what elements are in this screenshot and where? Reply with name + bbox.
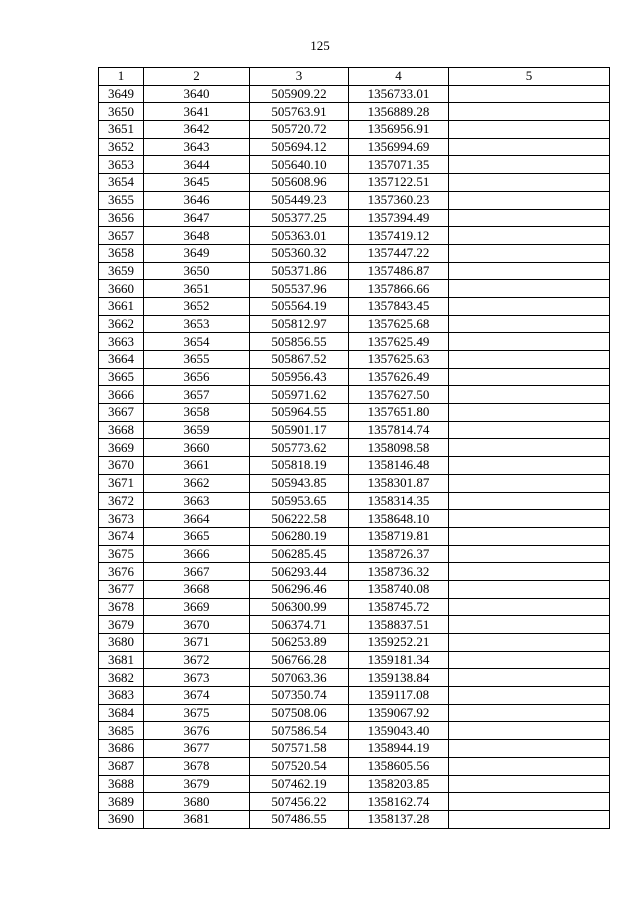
table-cell-col-2: 3677: [144, 740, 250, 758]
table-cell-col-4: 1357394.49: [349, 209, 449, 227]
table-cell-col-4: 1358146.48: [349, 457, 449, 475]
table-cell-col-4: 1357122.51: [349, 174, 449, 192]
table-row: [99, 669, 610, 687]
table-row: [99, 404, 610, 422]
table-cell-col-1: 3680: [99, 634, 144, 652]
table-cell-col-4: 1358736.32: [349, 563, 449, 581]
table-cell-col-2: 3651: [144, 280, 250, 298]
table-cell-col-5: [449, 280, 610, 298]
table-cell-col-2: 3653: [144, 315, 250, 333]
table-cell-col-2: 3665: [144, 527, 250, 545]
table-cell-col-4: 1357625.63: [349, 351, 449, 369]
table-cell-col-1: 3656: [99, 209, 144, 227]
column-header-5: 5: [449, 68, 610, 86]
table-cell-col-1: 3661: [99, 297, 144, 315]
table-cell-col-4: 1357866.66: [349, 280, 449, 298]
table-cell-col-5: [449, 634, 610, 652]
table-cell-col-1: 3668: [99, 421, 144, 439]
table-cell-col-2: 3647: [144, 209, 250, 227]
table-cell-col-4: 1356994.69: [349, 138, 449, 156]
table-cell-col-2: 3679: [144, 775, 250, 793]
table-row: [99, 793, 610, 811]
table-cell-col-4: 1358137.28: [349, 810, 449, 828]
table-cell-col-5: [449, 740, 610, 758]
column-header-3: 3: [250, 68, 349, 86]
table-cell-col-2: 3681: [144, 810, 250, 828]
table-cell-col-5: [449, 457, 610, 475]
table-row: [99, 527, 610, 545]
table-row: [99, 138, 610, 156]
table-cell-col-1: 3663: [99, 333, 144, 351]
table-cell-col-2: 3649: [144, 244, 250, 262]
column-header-4: 4: [349, 68, 449, 86]
table-cell-col-4: 1359252.21: [349, 634, 449, 652]
table-cell-col-1: 3666: [99, 386, 144, 404]
table-row: [99, 474, 610, 492]
table-row: [99, 209, 610, 227]
column-header-2: 2: [144, 68, 250, 86]
table-cell-col-3: 507571.58: [250, 740, 349, 758]
table-cell-col-3: 507508.06: [250, 704, 349, 722]
table-cell-col-3: 506374.71: [250, 616, 349, 634]
table-cell-col-5: [449, 704, 610, 722]
table-cell-col-5: [449, 421, 610, 439]
table-cell-col-4: 1358726.37: [349, 545, 449, 563]
table-cell-col-4: 1357486.87: [349, 262, 449, 280]
table-cell-col-4: 1357360.23: [349, 191, 449, 209]
table-row: [99, 174, 610, 192]
table-cell-col-3: 505773.62: [250, 439, 349, 457]
table-cell-col-4: 1358301.87: [349, 474, 449, 492]
table-cell-col-3: 505971.62: [250, 386, 349, 404]
table-cell-col-1: 3652: [99, 138, 144, 156]
table-cell-col-1: 3679: [99, 616, 144, 634]
table-cell-col-1: 3662: [99, 315, 144, 333]
table-cell-col-3: 506280.19: [250, 527, 349, 545]
table-cell-col-4: 1358740.08: [349, 580, 449, 598]
table-cell-col-4: 1357071.35: [349, 156, 449, 174]
table-cell-col-4: 1359181.34: [349, 651, 449, 669]
table-cell-col-2: 3669: [144, 598, 250, 616]
table-cell-col-3: 505640.10: [250, 156, 349, 174]
table-cell-col-3: 506253.89: [250, 634, 349, 652]
table-cell-col-3: 505694.12: [250, 138, 349, 156]
page-number: 125: [310, 38, 330, 53]
table-cell-col-1: 3682: [99, 669, 144, 687]
table-cell-col-2: 3662: [144, 474, 250, 492]
table-cell-col-4: 1358648.10: [349, 510, 449, 528]
table-row: [99, 156, 610, 174]
table-row: [99, 722, 610, 740]
table-cell-col-3: 506222.58: [250, 510, 349, 528]
table-cell-col-5: [449, 510, 610, 528]
table-cell-col-2: 3648: [144, 227, 250, 245]
table-cell-col-3: 505537.96: [250, 280, 349, 298]
table-cell-col-3: 505867.52: [250, 351, 349, 369]
table-cell-col-2: 3664: [144, 510, 250, 528]
table-row: [99, 510, 610, 528]
table-cell-col-2: 3644: [144, 156, 250, 174]
table-cell-col-5: [449, 722, 610, 740]
table-cell-col-1: 3687: [99, 757, 144, 775]
table-cell-col-5: [449, 227, 610, 245]
table-cell-col-4: 1359117.08: [349, 687, 449, 705]
table-row: [99, 545, 610, 563]
table-cell-col-1: 3655: [99, 191, 144, 209]
table-cell-col-2: 3656: [144, 368, 250, 386]
table-row: [99, 634, 610, 652]
table-cell-col-4: 1357627.50: [349, 386, 449, 404]
table-cell-col-5: [449, 103, 610, 121]
table-cell-col-1: 3675: [99, 545, 144, 563]
table-cell-col-3: 505909.22: [250, 85, 349, 103]
table-cell-col-4: 1358719.81: [349, 527, 449, 545]
table-cell-col-3: 507462.19: [250, 775, 349, 793]
table-cell-col-1: 3688: [99, 775, 144, 793]
table-row: [99, 421, 610, 439]
table-cell-col-1: 3658: [99, 244, 144, 262]
table-cell-col-2: 3675: [144, 704, 250, 722]
table-row: [99, 616, 610, 634]
table-cell-col-2: 3641: [144, 103, 250, 121]
table-row: [99, 598, 610, 616]
table-cell-col-1: 3684: [99, 704, 144, 722]
table-cell-col-3: 506285.45: [250, 545, 349, 563]
table-cell-col-1: 3665: [99, 368, 144, 386]
table-cell-col-5: [449, 775, 610, 793]
table-cell-col-4: 1358745.72: [349, 598, 449, 616]
table-cell-col-2: 3670: [144, 616, 250, 634]
table-cell-col-3: 505943.85: [250, 474, 349, 492]
table-cell-col-3: 507350.74: [250, 687, 349, 705]
table-cell-col-5: [449, 439, 610, 457]
table-row: [99, 244, 610, 262]
table-cell-col-1: 3651: [99, 121, 144, 139]
table-cell-col-5: [449, 580, 610, 598]
table-cell-col-3: 507456.22: [250, 793, 349, 811]
table-cell-col-1: 3664: [99, 351, 144, 369]
table-cell-col-5: [449, 563, 610, 581]
table-cell-col-1: 3667: [99, 404, 144, 422]
table-cell-col-3: 505953.65: [250, 492, 349, 510]
table-cell-col-5: [449, 757, 610, 775]
table-cell-col-1: 3674: [99, 527, 144, 545]
table-cell-col-5: [449, 333, 610, 351]
table-cell-col-2: 3661: [144, 457, 250, 475]
table-cell-col-5: [449, 386, 610, 404]
table-cell-col-2: 3646: [144, 191, 250, 209]
table-cell-col-1: 3669: [99, 439, 144, 457]
table-cell-col-1: 3649: [99, 85, 144, 103]
table-cell-col-2: 3660: [144, 439, 250, 457]
table-cell-col-4: 1357625.49: [349, 333, 449, 351]
table-cell-col-4: 1356956.91: [349, 121, 449, 139]
table-row: [99, 704, 610, 722]
table-row: [99, 492, 610, 510]
table-cell-col-4: 1356733.01: [349, 85, 449, 103]
table-cell-col-3: 505564.19: [250, 297, 349, 315]
table-row: [99, 85, 610, 103]
table-cell-col-1: 3650: [99, 103, 144, 121]
table-row: [99, 262, 610, 280]
table-cell-col-3: 506300.99: [250, 598, 349, 616]
table-cell-col-2: 3672: [144, 651, 250, 669]
table-cell-col-3: 505363.01: [250, 227, 349, 245]
table-row: [99, 687, 610, 705]
table-cell-col-5: [449, 138, 610, 156]
table-cell-col-5: [449, 297, 610, 315]
table-cell-col-4: 1359043.40: [349, 722, 449, 740]
table-cell-col-1: 3676: [99, 563, 144, 581]
table-cell-col-1: 3677: [99, 580, 144, 598]
table-cell-col-3: 505720.72: [250, 121, 349, 139]
table-cell-col-1: 3670: [99, 457, 144, 475]
table-cell-col-4: 1358162.74: [349, 793, 449, 811]
table-row: [99, 368, 610, 386]
table-cell-col-4: 1358944.19: [349, 740, 449, 758]
table-cell-col-1: 3686: [99, 740, 144, 758]
table-cell-col-5: [449, 191, 610, 209]
table-cell-col-2: 3663: [144, 492, 250, 510]
table-row: [99, 810, 610, 828]
table-cell-col-3: 506766.28: [250, 651, 349, 669]
table-cell-col-1: 3657: [99, 227, 144, 245]
table-cell-col-1: 3672: [99, 492, 144, 510]
table-cell-col-3: 507063.36: [250, 669, 349, 687]
table-cell-col-3: 506296.46: [250, 580, 349, 598]
table-cell-col-2: 3658: [144, 404, 250, 422]
table-cell-col-4: 1357447.22: [349, 244, 449, 262]
table-cell-col-2: 3643: [144, 138, 250, 156]
table-row: [99, 315, 610, 333]
table-cell-col-2: 3673: [144, 669, 250, 687]
table-row: [99, 386, 610, 404]
table-row: [99, 191, 610, 209]
table-cell-col-4: 1357626.49: [349, 368, 449, 386]
table-cell-col-5: [449, 545, 610, 563]
table-cell-col-1: 3690: [99, 810, 144, 828]
table-cell-col-1: 3689: [99, 793, 144, 811]
table-cell-col-2: 3654: [144, 333, 250, 351]
table-cell-col-4: 1357651.80: [349, 404, 449, 422]
table-cell-col-5: [449, 244, 610, 262]
table-cell-col-5: [449, 156, 610, 174]
table-cell-col-5: [449, 209, 610, 227]
table-row: [99, 333, 610, 351]
table-row: [99, 651, 610, 669]
column-header-1: 1: [99, 68, 144, 86]
table-cell-col-2: 3678: [144, 757, 250, 775]
table-cell-col-1: 3654: [99, 174, 144, 192]
header-row: [99, 68, 610, 86]
table-row: [99, 563, 610, 581]
table-cell-col-2: 3671: [144, 634, 250, 652]
table-cell-col-4: 1358605.56: [349, 757, 449, 775]
table-cell-col-4: 1357419.12: [349, 227, 449, 245]
table-cell-col-5: [449, 121, 610, 139]
table-cell-col-2: 3674: [144, 687, 250, 705]
table-row: [99, 351, 610, 369]
table-row: [99, 280, 610, 298]
table-cell-col-3: 505901.17: [250, 421, 349, 439]
table-cell-col-3: 505812.97: [250, 315, 349, 333]
table-cell-col-3: 505818.19: [250, 457, 349, 475]
table-cell-col-3: 507486.55: [250, 810, 349, 828]
table-cell-col-4: 1358203.85: [349, 775, 449, 793]
table-cell-col-2: 3667: [144, 563, 250, 581]
table-cell-col-1: 3673: [99, 510, 144, 528]
table-cell-col-5: [449, 368, 610, 386]
table-cell-col-5: [449, 810, 610, 828]
table-cell-col-4: 1358098.58: [349, 439, 449, 457]
table-row: [99, 757, 610, 775]
table-cell-col-2: 3640: [144, 85, 250, 103]
table-cell-col-5: [449, 651, 610, 669]
table-cell-col-4: 1359138.84: [349, 669, 449, 687]
table-cell-col-3: 506293.44: [250, 563, 349, 581]
table-cell-col-5: [449, 687, 610, 705]
table-cell-col-2: 3659: [144, 421, 250, 439]
table-cell-col-5: [449, 669, 610, 687]
table-cell-col-3: 507520.54: [250, 757, 349, 775]
table-cell-col-5: [449, 492, 610, 510]
table-cell-col-2: 3680: [144, 793, 250, 811]
table-cell-col-3: 507586.54: [250, 722, 349, 740]
table-row: [99, 457, 610, 475]
table-cell-col-5: [449, 793, 610, 811]
table-cell-col-5: [449, 598, 610, 616]
table-cell-col-4: 1357814.74: [349, 421, 449, 439]
table-cell-col-2: 3645: [144, 174, 250, 192]
table-row: [99, 580, 610, 598]
table-cell-col-2: 3666: [144, 545, 250, 563]
table-cell-col-3: 505964.55: [250, 404, 349, 422]
table-row: [99, 439, 610, 457]
table-cell-col-2: 3676: [144, 722, 250, 740]
table-row: [99, 121, 610, 139]
table-cell-col-3: 505763.91: [250, 103, 349, 121]
table-cell-col-2: 3668: [144, 580, 250, 598]
table-header: [99, 68, 610, 86]
table-cell-col-1: 3678: [99, 598, 144, 616]
coordinates-table: [98, 67, 610, 829]
table-cell-col-3: 505956.43: [250, 368, 349, 386]
table-cell-col-1: 3659: [99, 262, 144, 280]
table-cell-col-3: 505856.55: [250, 333, 349, 351]
table-cell-col-2: 3642: [144, 121, 250, 139]
table-row: [99, 297, 610, 315]
table-cell-col-1: 3681: [99, 651, 144, 669]
table-cell-col-4: 1359067.92: [349, 704, 449, 722]
table-cell-col-4: 1358837.51: [349, 616, 449, 634]
table-cell-col-5: [449, 616, 610, 634]
table-cell-col-5: [449, 315, 610, 333]
table-cell-col-2: 3655: [144, 351, 250, 369]
table-row: [99, 227, 610, 245]
table-cell-col-5: [449, 262, 610, 280]
table-cell-col-5: [449, 527, 610, 545]
table-cell-col-2: 3652: [144, 297, 250, 315]
table-cell-col-3: 505377.25: [250, 209, 349, 227]
table-cell-col-4: 1358314.35: [349, 492, 449, 510]
table-cell-col-3: 505608.96: [250, 174, 349, 192]
table-cell-col-5: [449, 404, 610, 422]
table-cell-col-5: [449, 85, 610, 103]
table-cell-col-5: [449, 474, 610, 492]
table-cell-col-1: 3683: [99, 687, 144, 705]
table-cell-col-5: [449, 174, 610, 192]
table-cell-col-1: 3653: [99, 156, 144, 174]
table-cell-col-4: 1357625.68: [349, 315, 449, 333]
table-cell-col-5: [449, 351, 610, 369]
table-cell-col-3: 505371.86: [250, 262, 349, 280]
table-cell-col-1: 3671: [99, 474, 144, 492]
table-cell-col-2: 3650: [144, 262, 250, 280]
table-row: [99, 103, 610, 121]
table-cell-col-3: 505360.32: [250, 244, 349, 262]
table-body: [99, 85, 610, 828]
table-cell-col-1: 3660: [99, 280, 144, 298]
table-cell-col-3: 505449.23: [250, 191, 349, 209]
table-row: [99, 740, 610, 758]
table-cell-col-2: 3657: [144, 386, 250, 404]
table-cell-col-1: 3685: [99, 722, 144, 740]
table-row: [99, 775, 610, 793]
table-cell-col-4: 1357843.45: [349, 297, 449, 315]
table-cell-col-4: 1356889.28: [349, 103, 449, 121]
